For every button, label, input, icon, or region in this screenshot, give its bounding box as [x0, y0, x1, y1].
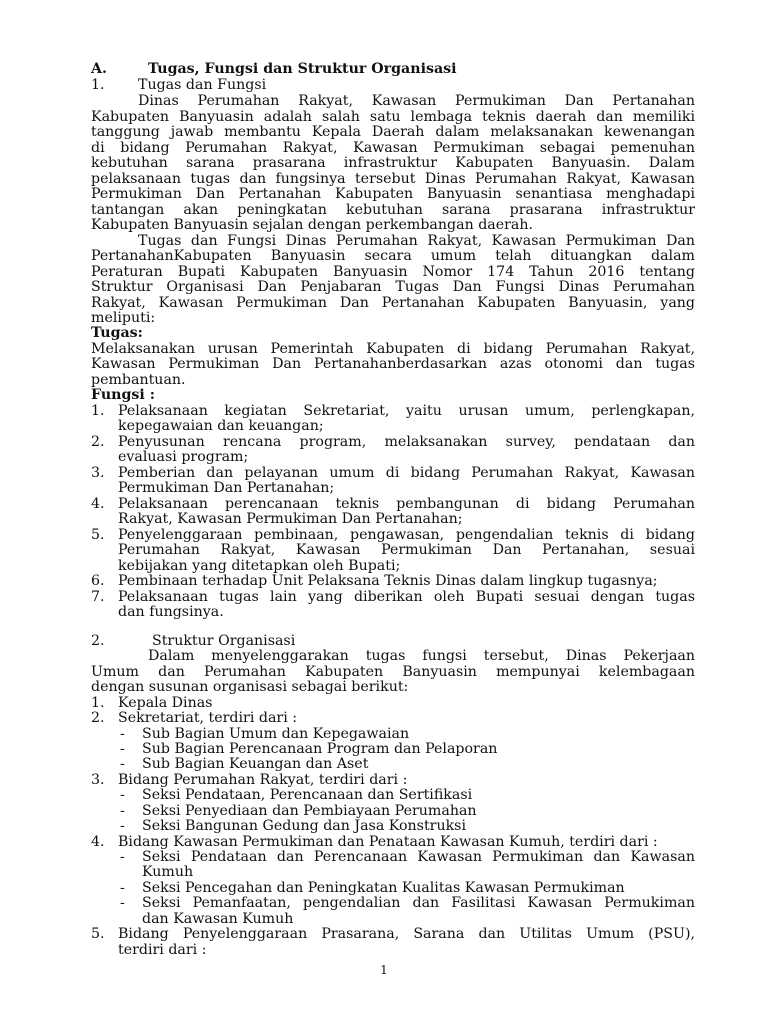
org-item-num: 2. — [91, 710, 105, 726]
fungsi-line: Permukiman Dan Pertanahan; — [118, 480, 335, 496]
org-subitem: Kumuh — [142, 864, 194, 880]
para1-line: di bidang Perumahan Rakyat, Kawasan Permukiman sebagai pemenuhan — [91, 140, 695, 156]
bullet-dash: - — [120, 756, 125, 772]
fungsi-num: 5. — [91, 527, 105, 543]
fungsi-line: Pelaksanaan perencanaan teknis pembangunan di bidang Perumahan — [118, 496, 695, 512]
section2-number: 2. — [91, 633, 105, 649]
org-subitem: Sub Bagian Umum dan Kepegawaian — [142, 726, 410, 742]
fungsi-line: kebijakan yang ditetapkan oleh Bupati; — [118, 558, 401, 574]
fungsi-line: Perumahan Rakyat, Kawasan Permukiman Dan Pertanahan, sesuai — [118, 542, 695, 558]
fungsi-line: Pelaksanaan tugas lain yang diberikan oleh Bupati sesuai dengan tugas — [118, 589, 695, 605]
section1-title: Tugas dan Fungsi — [138, 77, 267, 93]
fungsi-num: 3. — [91, 465, 105, 481]
bullet-dash: - — [120, 818, 125, 834]
org-subitem: Seksi Pencegahan dan Peningkatan Kualitas Kawasan Permukiman — [142, 880, 625, 896]
tugas-label: Tugas: — [91, 325, 143, 341]
section2-title: Struktur Organisasi — [152, 633, 296, 649]
fungsi-line: Rakyat, Kawasan Permukiman Dan Pertanahan; — [118, 511, 463, 527]
bullet-dash: - — [120, 726, 125, 742]
section1-number: 1. — [91, 77, 105, 93]
tugas-line: pembantuan. — [91, 372, 186, 388]
section2-para-line: dengan susunan organisasi sebagai berikut: — [91, 679, 409, 695]
org-subitem: Seksi Bangunan Gedung dan Jasa Konstruksi — [142, 818, 466, 834]
org-item-label: terdiri dari : — [118, 942, 207, 958]
fungsi-line: Pembinaan terhadap Unit Pelaksana Teknis Dinas dalam lingkup tugasnya; — [118, 573, 658, 589]
org-item-label: Sekretariat, terdiri dari : — [118, 710, 298, 726]
fungsi-num: 4. — [91, 496, 105, 512]
org-subitem: Sub Bagian Perencanaan Program dan Pelaporan — [142, 741, 498, 757]
org-item-num: 5. — [91, 926, 105, 942]
fungsi-line: Penyusunan rencana program, melaksanakan survey, pendataan dan — [118, 434, 695, 450]
org-item-num: 1. — [91, 695, 105, 711]
para1-line: Kabupaten Banyuasin sejalan dengan perkembangan daerah. — [91, 217, 534, 233]
bullet-dash: - — [120, 803, 125, 819]
section2-para-line: Dalam menyelenggarakan tugas fungsi tersebut, Dinas Pekerjaan — [148, 648, 695, 664]
bullet-dash: - — [120, 849, 125, 865]
org-item-label: Bidang Kawasan Permukiman dan Penataan Kawasan Kumuh, terdiri dari : — [118, 834, 658, 850]
para1-line: Permukiman Dan Pertanahan Kabupaten Banyuasin senantiasa menghadapi — [91, 186, 695, 202]
fungsi-line: evaluasi program; — [118, 449, 249, 465]
heading-title: Tugas, Fungsi dan Struktur Organisasi — [148, 61, 457, 77]
org-subitem: Sub Bagian Keuangan dan Aset — [142, 756, 369, 772]
fungsi-num: 6. — [91, 573, 105, 589]
fungsi-num: 7. — [91, 589, 105, 605]
fungsi-line: Penyelenggaraan pembinaan, pengawasan, pengendalian teknis di bidang — [118, 527, 695, 543]
para1-line: Kabupaten Banyuasin adalah salah satu lembaga teknis daerah dan memiliki — [91, 109, 695, 125]
para2-line: PertanahanKabupaten Banyuasin secara umum telah dituangkan dalam — [91, 248, 695, 264]
para2-line: Peraturan Bupati Kabupaten Banyuasin Nomor 174 Tahun 2016 tentang — [91, 264, 695, 280]
fungsi-line: Pelaksanaan kegiatan Sekretariat, yaitu urusan umum, perlengkapan, — [118, 403, 695, 419]
org-subitem: Seksi Pendataan, Perencanaan dan Sertifikasi — [142, 787, 473, 803]
para1-line: Dinas Perumahan Rakyat, Kawasan Permukiman Dan Pertanahan — [138, 93, 695, 109]
tugas-line: Kawasan Permukiman Dan Pertanahanberdasarkan azas otonomi dan tugas — [91, 356, 695, 372]
org-item-num: 4. — [91, 834, 105, 850]
org-subitem: Seksi Pemanfaatan, pengendalian dan Fasilitasi Kawasan Permukiman — [142, 895, 695, 911]
para1-line: tanggung jawab membantu Kepala Daerah dalam melaksanakan kewenangan — [91, 124, 695, 140]
org-item-label: Bidang Perumahan Rakyat, terdiri dari : — [118, 772, 408, 788]
para2-line: Tugas dan Fungsi Dinas Perumahan Rakyat, Kawasan Permukiman Dan — [138, 233, 695, 249]
fungsi-num: 2. — [91, 434, 105, 450]
page-number: 1 — [380, 963, 388, 977]
para1-line: pelaksanaan tugas dan fungsinya tersebut Dinas Perumahan Rakyat, Kawasan — [91, 171, 695, 187]
org-subitem: Seksi Pendataan dan Perencanaan Kawasan Permukiman dan Kawasan — [142, 849, 695, 865]
para2-line: Struktur Organisasi Dan Penjabaran Tugas Dan Fungsi Dinas Perumahan — [91, 279, 695, 295]
bullet-dash: - — [120, 895, 125, 911]
para1-line: tantangan akan peningkatan kebutuhan sarana prasarana infrastruktur — [91, 202, 695, 218]
bullet-dash: - — [120, 880, 125, 896]
tugas-line: Melaksanakan urusan Pemerintah Kabupaten di bidang Perumahan Rakyat, — [91, 341, 695, 357]
para2-line: Rakyat, Kawasan Permukiman Dan Pertanahan Kabupaten Banyuasin, yang — [91, 295, 695, 311]
fungsi-line: dan fungsinya. — [118, 604, 224, 620]
section2-para-line: Umum dan Perumahan Kabupaten Banyuasin mempunyai kelembagaan — [91, 664, 695, 680]
fungsi-line: Pemberian dan pelayanan umum di bidang Perumahan Rakyat, Kawasan — [118, 465, 695, 481]
para1-line: kebutuhan sarana prasarana infrastruktur Kabupaten Banyuasin. Dalam — [91, 155, 695, 171]
fungsi-num: 1. — [91, 403, 105, 419]
org-item-num: 3. — [91, 772, 105, 788]
bullet-dash: - — [120, 741, 125, 757]
org-item-label: Kepala Dinas — [118, 695, 213, 711]
fungsi-line: kepegawaian dan keuangan; — [118, 418, 324, 434]
heading-letter: A. — [91, 61, 107, 77]
para2-line: meliputi: — [91, 310, 156, 326]
bullet-dash: - — [120, 787, 125, 803]
org-item-label: Bidang Penyelenggaraan Prasarana, Sarana dan Utilitas Umum (PSU), — [118, 926, 695, 942]
org-subitem: dan Kawasan Kumuh — [142, 911, 294, 927]
org-subitem: Seksi Penyediaan dan Pembiayaan Perumahan — [142, 803, 477, 819]
fungsi-label: Fungsi : — [91, 387, 155, 403]
